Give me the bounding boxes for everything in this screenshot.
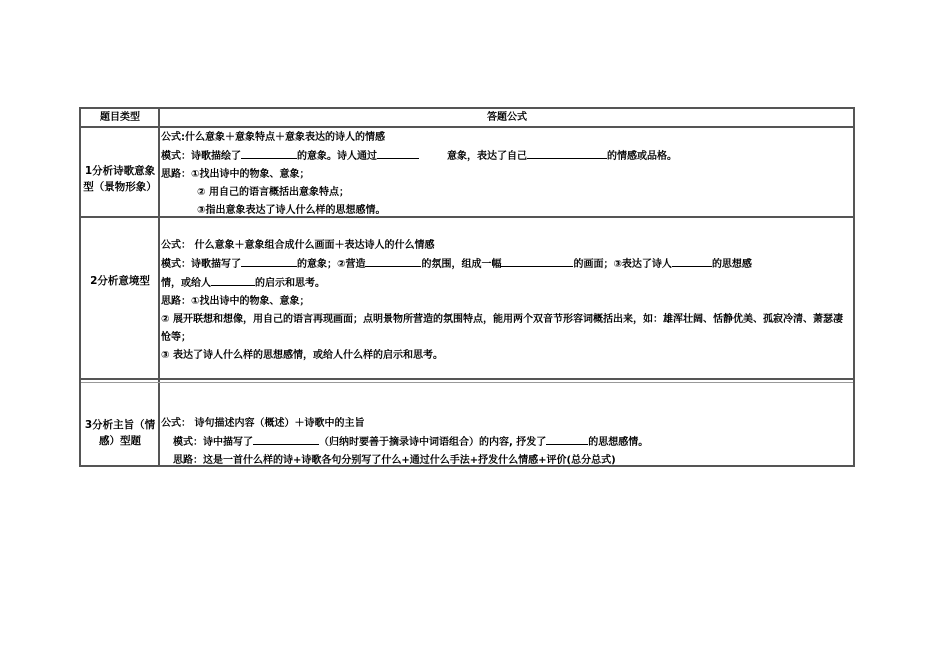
row-content bbox=[161, 415, 849, 470]
row-type-label: 3分析主旨（情感）型题 bbox=[84, 419, 156, 447]
model-line bbox=[161, 433, 849, 452]
thought-line: 思路：①找出诗中的物象、意象； bbox=[161, 169, 310, 180]
model-text: 的意象；②营造 bbox=[297, 259, 366, 270]
row-divider bbox=[81, 382, 853, 383]
thought-line: ② 展开联想和想像，用自己的语言再现画面；点明景物所营造的氛围特点，能用两个双音节形容词概括出来，如：雄浑壮阔、恬静优美、孤寂冷清、萧瑟凄怆等； bbox=[161, 314, 843, 343]
header-formula: 答题公式 bbox=[487, 112, 527, 123]
formula-line: 公式： 什么意象＋意象组合成什么画面＋表达诗人的什么情感 bbox=[161, 240, 435, 251]
model-text: 模式：诗歌描绘了 bbox=[161, 151, 241, 162]
model-text: 的情感或品格。 bbox=[607, 151, 677, 162]
model-text: （归纳时要善于摘录诗中词语组合）的内容, 抒发了 bbox=[319, 437, 547, 448]
model-text: 模式：诗中描写了 bbox=[173, 437, 253, 448]
header-type: 题目类型 bbox=[100, 112, 140, 123]
answer-blank bbox=[241, 147, 297, 159]
row-content bbox=[161, 237, 849, 365]
model-text: 的意象。诗人通过 bbox=[297, 151, 377, 162]
model-line bbox=[161, 147, 849, 166]
model-text: 意象，表达了自己 bbox=[447, 151, 527, 162]
thought-line: ② 用自己的语言概括出意象特点； bbox=[197, 187, 349, 198]
row-divider bbox=[81, 378, 853, 380]
answer-blank bbox=[527, 147, 607, 159]
thought-line: 思路：这是一首什么样的诗+诗歌各句分别写了什么+通过什么手法+抒发什么情感+评价(总分总式) bbox=[173, 455, 616, 466]
answer-blank bbox=[377, 147, 419, 159]
model-text: 的启示和思考。 bbox=[255, 278, 325, 289]
answer-blank bbox=[253, 433, 319, 445]
thought-line: 思路：①找出诗中的物象、意象； bbox=[161, 296, 310, 307]
answer-blank bbox=[365, 255, 421, 267]
model-text: 的画面；③表达了诗人 bbox=[573, 259, 672, 270]
model-text: 的氛围，组成一幅 bbox=[421, 259, 502, 270]
model-text: 情，或给人 bbox=[161, 278, 211, 289]
row-type-label: 2分析意境型 bbox=[90, 275, 150, 287]
model-line bbox=[161, 274, 849, 293]
thought-line: ③指出意象表达了诗人什么样的思想感情。 bbox=[197, 205, 386, 216]
formula-line: 公式： 诗句描述内容（概述）＋诗歌中的主旨 bbox=[161, 418, 365, 429]
formula-table bbox=[79, 107, 855, 467]
model-line bbox=[161, 255, 849, 274]
formula-line: 公式:什么意象＋意象特点＋意象表达的诗人的情感 bbox=[161, 132, 385, 143]
answer-blank bbox=[672, 255, 712, 267]
row-content bbox=[161, 129, 849, 220]
answer-blank bbox=[546, 433, 588, 445]
answer-blank bbox=[211, 274, 255, 286]
row-type-label: 1分析诗歌意象型（景物形象） bbox=[83, 165, 157, 193]
thought-line: ③ 表达了诗人什么样的思想感情，或给人什么样的启示和思考。 bbox=[161, 350, 443, 361]
answer-blank bbox=[241, 255, 297, 267]
answer-blank bbox=[501, 255, 573, 267]
model-text: 的思想感 bbox=[711, 259, 752, 270]
model-text: 模式：诗歌描写了 bbox=[161, 259, 241, 270]
model-text: 的思想感情。 bbox=[588, 437, 649, 448]
